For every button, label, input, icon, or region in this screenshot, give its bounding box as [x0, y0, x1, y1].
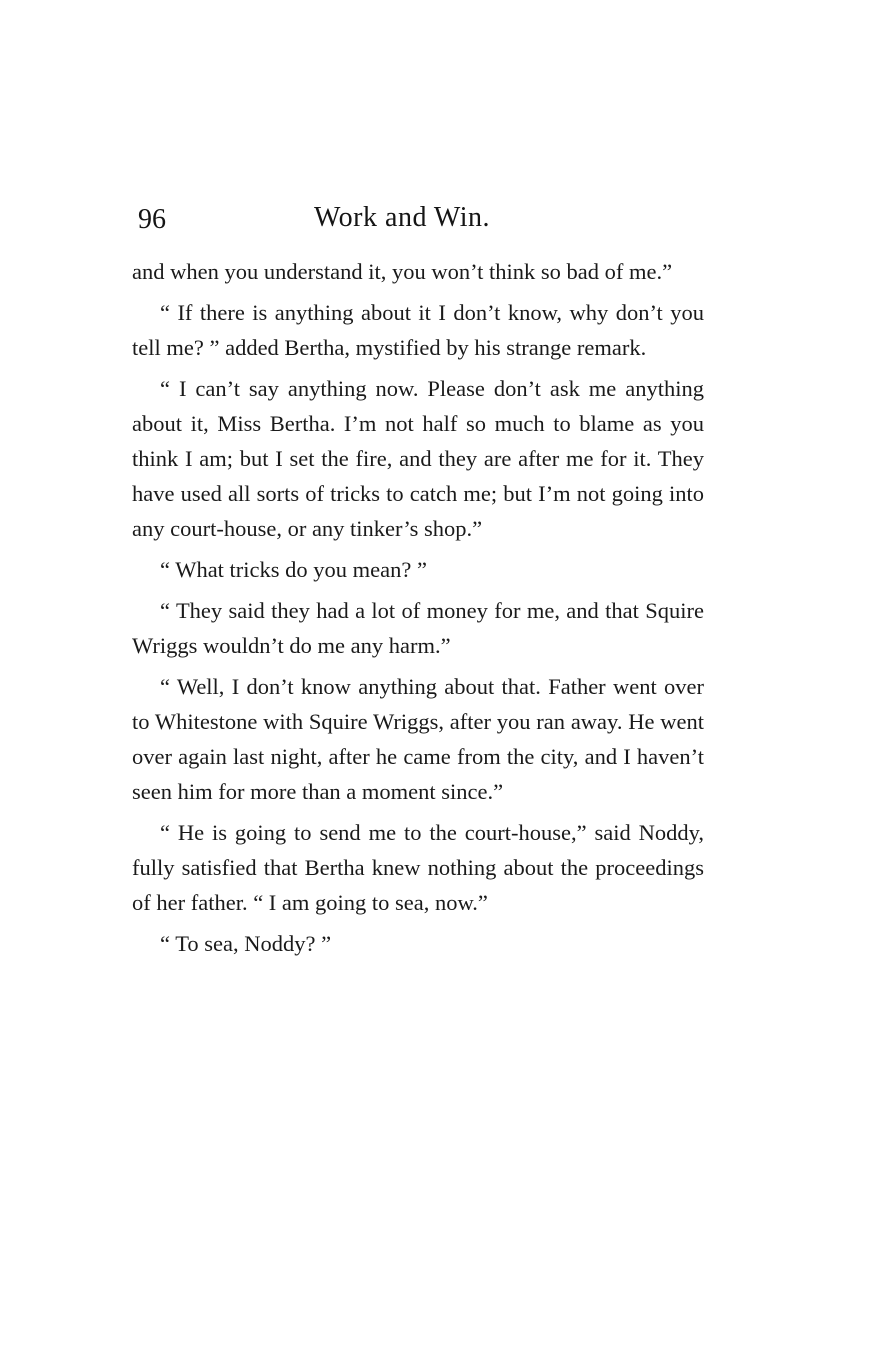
paragraph-7: “ He is going to send me to the court-house,” said Noddy, fully satisfied that Bertha knew nothing about the proceedings of her father. “ I am going to sea, now.”: [132, 820, 704, 915]
paragraph-2: “ If there is anything about it I don’t know, why don’t you tell me? ” added Bertha, mystified by his strange remark.: [132, 300, 704, 360]
paragraph-3: “ I can’t say anything now. Please don’t ask me anything about it, Miss Bertha. I’m not half so much to blame as you think I am; but I set the fire, and they are after me for it. They have used all sorts of tricks to catch me; but I’m not going into any court-house, or any tinker’s shop.”: [132, 376, 704, 541]
paragraph-4: “ What tricks do you mean? ”: [160, 557, 427, 582]
paragraph-6: “ Well, I don’t know anything about that. Father went over to Whitestone with Squire Wriggs, after you ran away. He went over again last night, after he came from the city, and I haven’t seen him for more than a moment since.”: [132, 674, 704, 804]
paragraph-8: “ To sea, Noddy? ”: [160, 931, 332, 956]
book-page: [132, 200, 704, 967]
running-title: Work and Win.: [314, 202, 491, 233]
body-text: [132, 254, 704, 961]
paragraph-1: and when you understand it, you won’t think so bad of me.”: [132, 259, 673, 284]
page-header: [132, 200, 704, 240]
paragraph-5: “ They said they had a lot of money for me, and that Squire Wriggs wouldn’t do me any harm.”: [132, 598, 704, 658]
page-number: 96: [138, 204, 166, 235]
